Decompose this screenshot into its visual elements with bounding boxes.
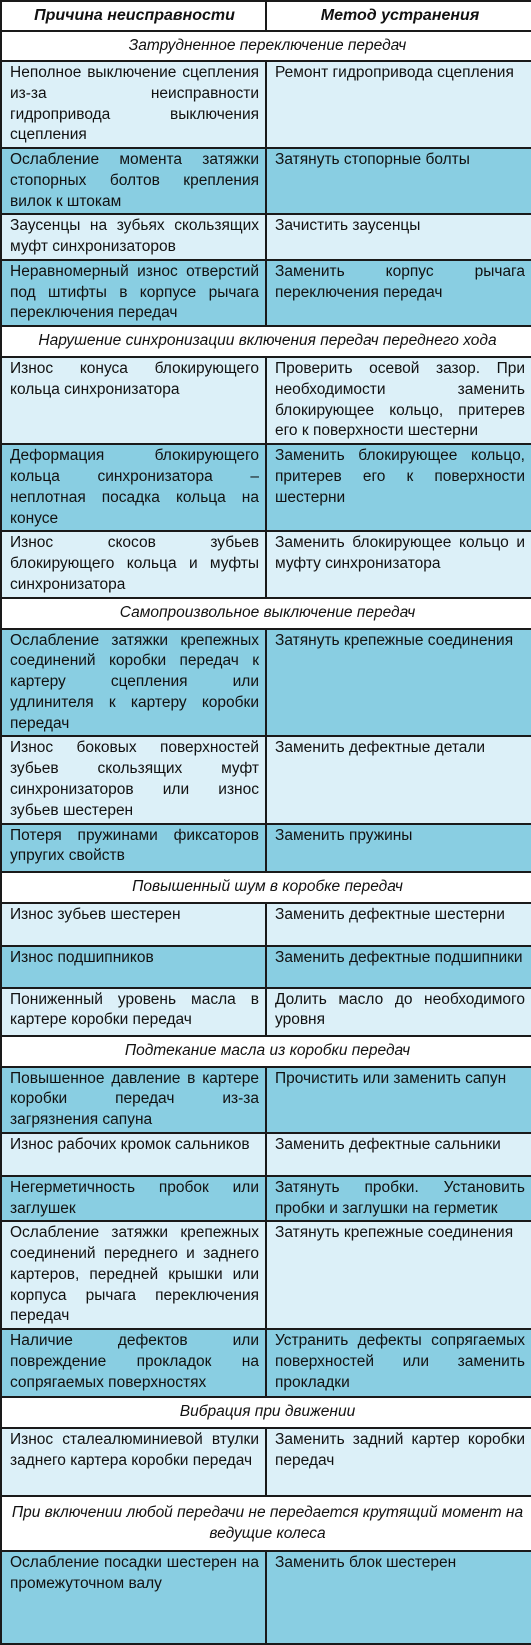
cause-cell: Износ конуса блокирующего кольца синхронизатора <box>1 357 266 444</box>
section-title: Подтекание масла из коробки передач <box>1 1036 531 1067</box>
cause-cell: Заусенцы на зубьях скользящих муфт синхронизаторов <box>1 214 266 260</box>
fix-cell: Ремонт гидропривода сцепления <box>266 61 531 148</box>
fault-table-body <box>1 1 531 1644</box>
fix-cell: Заменить блокирующее кольцо, притерев его к поверхности шестерни <box>266 444 531 531</box>
cause-cell: Неполное выключение сцепления из-за неисправности гидропривода выключения сцепления <box>1 61 266 148</box>
cause-cell: Износ скосов зубьев блокирующего кольца и муфты синхронизатора <box>1 531 266 597</box>
table-row <box>1 260 531 326</box>
fix-cell: Проверить осевой зазор. При необходимости заменить блокирующее кольцо, притерев его к поверхности шестерни <box>266 357 531 444</box>
table-row <box>1 148 531 214</box>
section-title-row <box>1 1036 531 1067</box>
fix-cell: Заменить дефектные шестерни <box>266 903 531 946</box>
section-title: Самопроизвольное выключение передач <box>1 598 531 629</box>
fix-cell: Прочистить или заменить сапун <box>266 1067 531 1133</box>
table-row <box>1 629 531 737</box>
table-row <box>1 531 531 597</box>
table-row <box>1 214 531 260</box>
cause-cell: Ослабление момента затяжки стопорных болтов крепления вилок к штокам <box>1 148 266 214</box>
table-row <box>1 988 531 1036</box>
table-row <box>1 1428 531 1496</box>
section-title-row <box>1 1397 531 1428</box>
fix-cell: Заменить пружины <box>266 824 531 872</box>
cause-cell: Повышенное давление в картере коробки передач из-за загрязнения сапуна <box>1 1067 266 1133</box>
table-row <box>1 824 531 872</box>
section-title: Нарушение синхронизации включения передач переднего хода <box>1 326 531 357</box>
fix-cell: Затянуть стопорные болты <box>266 148 531 214</box>
fix-cell: Долить масло до необходимого уровня <box>266 988 531 1036</box>
table-header-row <box>1 1 531 31</box>
fix-cell: Заменить корпус рычага переключения передач <box>266 260 531 326</box>
table-row <box>1 1221 531 1329</box>
header-cause: Причина неисправности <box>1 1 266 31</box>
section-title-row <box>1 872 531 903</box>
cause-cell: Ослабление затяжки крепежных соединений коробки передач к картеру сцепления или удлинителя к картеру коробки передач <box>1 629 266 737</box>
fix-cell: Заменить блок шестерен <box>266 1551 531 1644</box>
cause-cell: Пониженный уровень масла в картере коробки передач <box>1 988 266 1036</box>
fix-cell: Заменить задний картер коробки передач <box>266 1428 531 1496</box>
section-title: Вибрация при движении <box>1 1397 531 1428</box>
table-row <box>1 903 531 946</box>
cause-cell: Износ сталеалюминиевой втулки заднего картера коробки передач <box>1 1428 266 1496</box>
table-row <box>1 1329 531 1397</box>
fix-cell: Заменить блокирующее кольцо и муфту синхронизатора <box>266 531 531 597</box>
header-fix: Метод устранения <box>266 1 531 31</box>
cause-cell: Износ подшипников <box>1 946 266 988</box>
cause-cell: Негерметичность пробок или заглушек <box>1 1176 266 1222</box>
fix-cell: Затянуть пробки. Установить пробки и заглушки на герметик <box>266 1176 531 1222</box>
section-title: При включении любой передачи не передается крутящий момент на ведущие колеса <box>1 1496 531 1551</box>
table-row <box>1 736 531 823</box>
fix-cell: Устранить дефекты сопрягаемых поверхностей или заменить прокладки <box>266 1329 531 1397</box>
section-title-row <box>1 326 531 357</box>
table-row <box>1 1551 531 1644</box>
cause-cell: Ослабление посадки шестерен на промежуточном валу <box>1 1551 266 1644</box>
fix-cell: Заменить дефектные детали <box>266 736 531 823</box>
cause-cell: Деформация блокирующего кольца синхронизатора – неплотная посадка кольца на конусе <box>1 444 266 531</box>
table-row <box>1 444 531 531</box>
table-row <box>1 1133 531 1176</box>
fix-cell: Зачистить заусенцы <box>266 214 531 260</box>
table-row <box>1 1067 531 1133</box>
cause-cell: Износ боковых поверхностей зубьев скользящих муфт синхронизаторов или износ зубьев шестерен <box>1 736 266 823</box>
table-row <box>1 61 531 148</box>
cause-cell: Потеря пружинами фиксаторов упругих свойств <box>1 824 266 872</box>
table-row <box>1 1176 531 1222</box>
fix-cell: Затянуть крепежные соединения <box>266 1221 531 1329</box>
cause-cell: Неравномерный износ отверстий под штифты в корпусе рычага переключения передач <box>1 260 266 326</box>
table-row <box>1 357 531 444</box>
section-title-row <box>1 31 531 61</box>
section-title: Повышенный шум в коробке передач <box>1 872 531 903</box>
cause-cell: Наличие дефектов или повреждение прокладок на сопрягаемых поверхностях <box>1 1329 266 1397</box>
fix-cell: Затянуть крепежные соединения <box>266 629 531 737</box>
fix-cell: Заменить дефектные сальники <box>266 1133 531 1176</box>
fix-cell: Заменить дефектные подшипники <box>266 946 531 988</box>
cause-cell: Ослабление затяжки крепежных соединений переднего и заднего картеров, передней крышки или корпуса рычага переключения передач <box>1 1221 266 1329</box>
cause-cell: Износ зубьев шестерен <box>1 903 266 946</box>
section-title-row <box>1 598 531 629</box>
table-row <box>1 946 531 988</box>
section-title: Затрудненное переключение передач <box>1 31 531 61</box>
section-title-row <box>1 1496 531 1551</box>
cause-cell: Износ рабочих кромок сальников <box>1 1133 266 1176</box>
